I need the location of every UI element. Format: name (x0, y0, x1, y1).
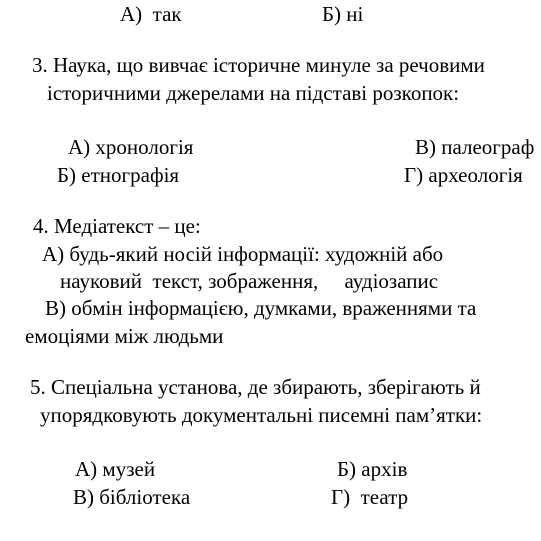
q5-question-line-1: 5. Спеціальна установа, де збирають, зберігають й (30, 375, 481, 399)
q4-option-c-line-2: емоціями між людьми (25, 324, 224, 348)
q3-option-d: Г) археологія (404, 163, 523, 187)
q4-option-a-line-1: А) будь-який носій інформації: художній або (42, 242, 444, 266)
q2-option-a: А) так (120, 2, 182, 26)
q3-option-a: А) хронологія (68, 135, 194, 159)
q5-option-c: В) бібліотека (73, 485, 191, 509)
q3-question-line-1: 3. Наука, що вивчає історичне минуле за речовими (32, 53, 485, 77)
q3-question-line-2: історичними джерелами на підставі розкопок: (47, 81, 460, 105)
q3-option-b: Б) етнографія (57, 163, 180, 187)
q3-option-c: В) палеограф (415, 135, 535, 159)
q4-question-line-1: 4. Медіатекст – це: (33, 214, 201, 238)
q5-option-b: Б) архів (337, 457, 408, 481)
q5-option-a: А) музей (75, 457, 156, 481)
q5-option-d: Г) театр (331, 485, 409, 509)
q4-option-a-line-2: науковий текст, зображення, аудіозапис (60, 269, 439, 293)
q4-option-c-line-1: В) обмін інформацією, думками, враженнями та (45, 296, 477, 320)
q2-option-b: Б) ні (322, 2, 364, 26)
q5-question-line-2: упорядковують документальні писемні пам’ятки: (40, 403, 483, 427)
